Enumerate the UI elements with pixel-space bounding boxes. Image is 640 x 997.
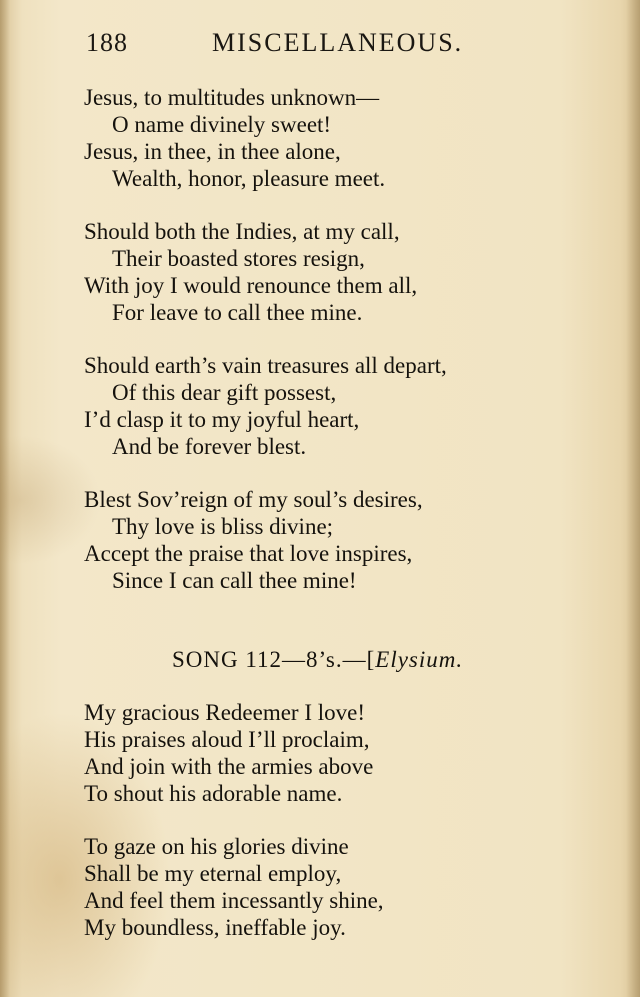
stanza bbox=[84, 84, 584, 192]
stanza bbox=[84, 352, 584, 460]
verse-line: Accept the praise that love inspires, bbox=[84, 541, 413, 566]
section-title: MISCELLANEOUS. bbox=[212, 28, 464, 57]
stanza bbox=[84, 486, 584, 594]
verse-line: Thy love is bliss divine; bbox=[112, 514, 334, 539]
verse-line: With joy I would renounce them all, bbox=[84, 273, 418, 298]
verse-line: And be forever blest. bbox=[112, 434, 307, 459]
verse-line: Of this dear gift possest, bbox=[112, 380, 337, 405]
verse-line: Should both the Indies, at my call, bbox=[84, 219, 400, 244]
verse-line: Wealth, honor, pleasure meet. bbox=[112, 166, 386, 191]
verse-line: Their boasted stores resign, bbox=[112, 246, 365, 271]
stanza bbox=[84, 218, 584, 326]
verse-line: For leave to call thee mine. bbox=[112, 300, 363, 325]
song-number: SONG 112—8’s.—[ bbox=[172, 647, 376, 672]
page-number: 188 bbox=[86, 28, 128, 57]
verse-line: Blest Sov’reign of my soul’s desires, bbox=[84, 487, 423, 512]
verse-line: My boundless, ineffable joy. bbox=[84, 915, 346, 940]
stanza-gap bbox=[84, 594, 584, 620]
verse-line: Since I can call thee mine! bbox=[112, 568, 357, 593]
stanza bbox=[84, 833, 584, 941]
verse-line: My gracious Redeemer I love! bbox=[84, 700, 366, 725]
binding-shadow bbox=[0, 0, 10, 997]
stanza-gap bbox=[84, 620, 584, 646]
stanza-gap bbox=[84, 192, 584, 218]
verse-line: Shall be my eternal employ, bbox=[84, 861, 342, 886]
verse-line: And join with the armies above bbox=[84, 754, 374, 779]
verse-line: To shout his adorable name. bbox=[84, 781, 343, 806]
verse-line: O name divinely sweet! bbox=[112, 112, 332, 137]
page-edge-shadow bbox=[626, 0, 640, 997]
stanza-gap bbox=[84, 326, 584, 352]
verse-line: Should earth’s vain treasures all depart, bbox=[84, 353, 447, 378]
stanza-gap bbox=[84, 807, 584, 833]
verse-line: His praises aloud I’ll proclaim, bbox=[84, 727, 370, 752]
stanza bbox=[84, 699, 584, 807]
hymn-text bbox=[84, 84, 584, 941]
verse-line: Jesus, in thee, in thee alone, bbox=[84, 139, 341, 164]
verse-line: I’d clasp it to my joyful heart, bbox=[84, 407, 360, 432]
verse-line: And feel them incessantly shine, bbox=[84, 888, 384, 913]
tune-name: Elysium. bbox=[375, 647, 464, 672]
stanza-gap bbox=[84, 460, 584, 486]
running-head bbox=[86, 28, 486, 62]
stanza-gap bbox=[84, 673, 584, 699]
verse-line: Jesus, to multitudes unknown— bbox=[84, 85, 380, 110]
song-heading bbox=[84, 646, 584, 673]
verse-line: To gaze on his glories divine bbox=[84, 834, 349, 859]
